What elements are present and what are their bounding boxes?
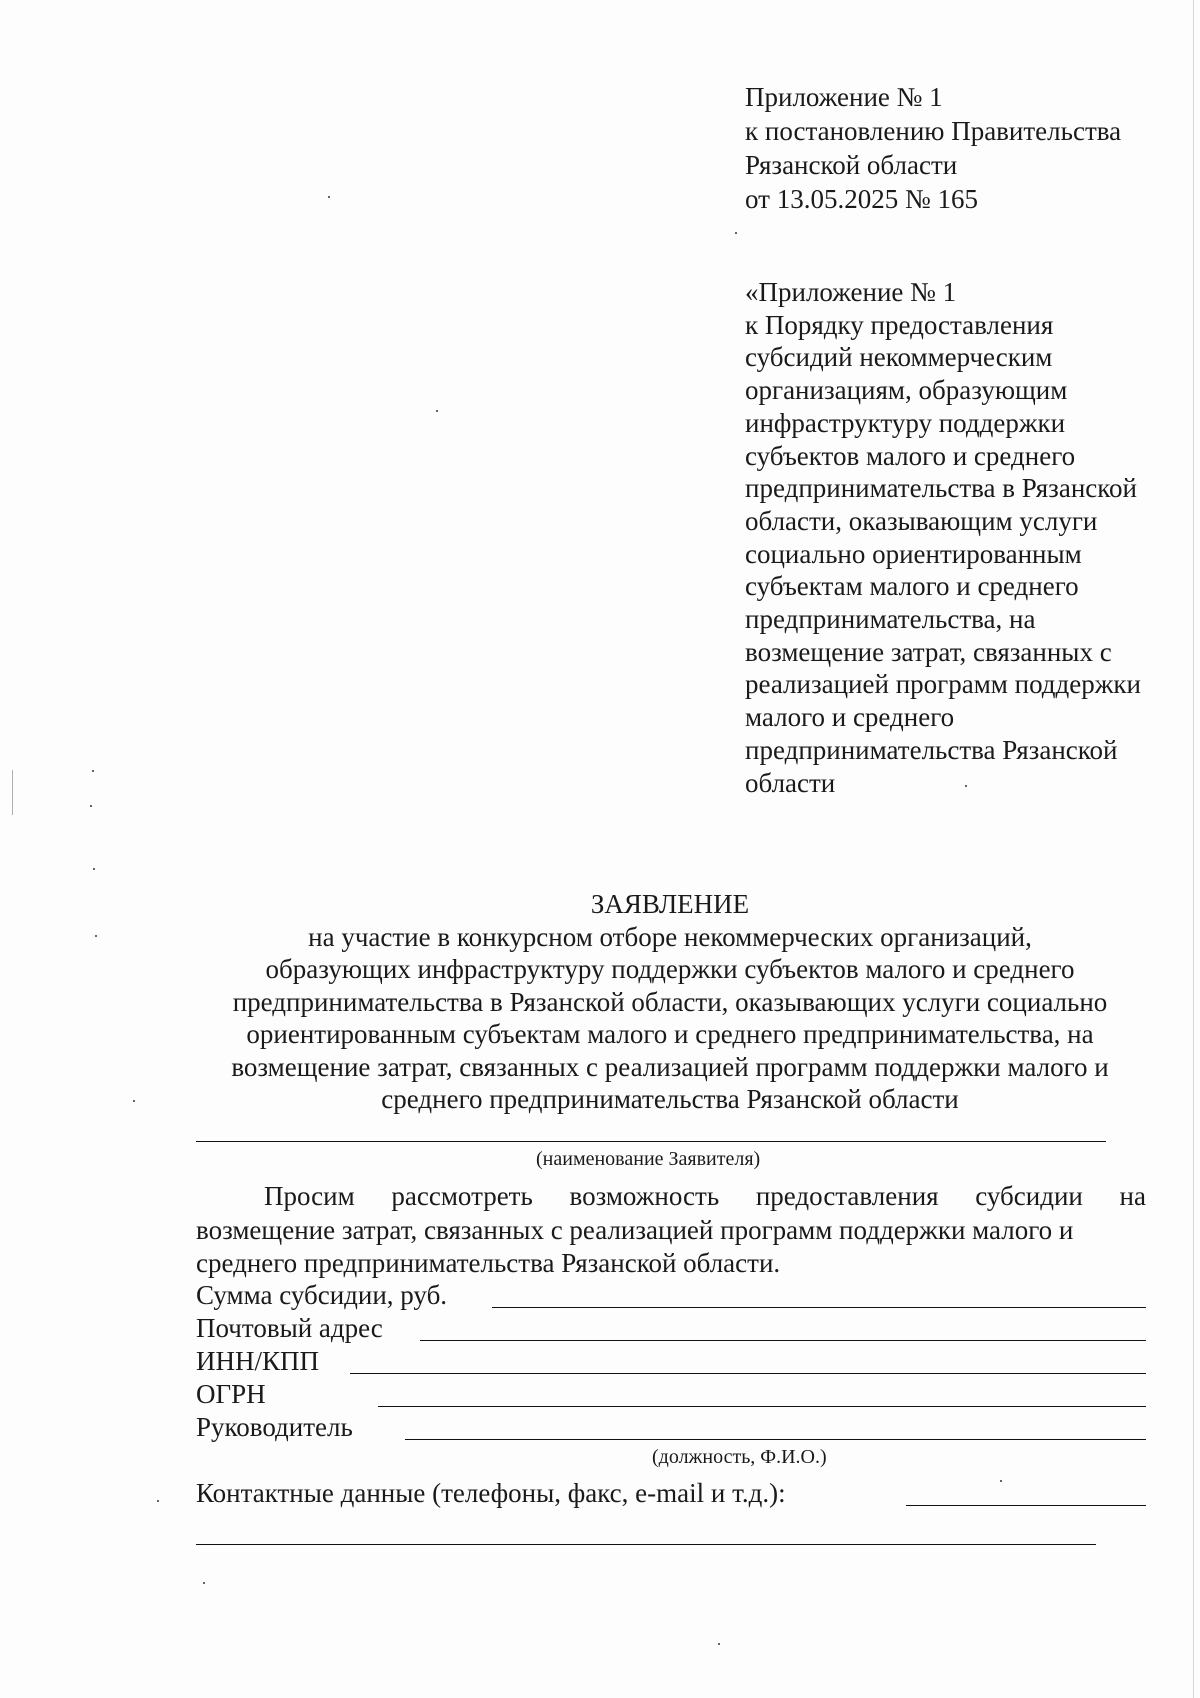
contacts-field[interactable] xyxy=(906,1505,1146,1506)
order-line: социально ориентированным xyxy=(745,538,1082,569)
order-line: к Порядку предоставления xyxy=(745,309,1054,340)
order-line: малого и среднего xyxy=(745,702,955,733)
head-field[interactable] xyxy=(405,1439,1146,1440)
request-line-3: среднего предпринимательства Рязанской области. xyxy=(196,1248,781,1278)
order-line: возмещение затрат, связанных с xyxy=(745,636,1112,667)
order-line: субъектов малого и среднего xyxy=(745,440,1076,471)
statement-subtitle-line: среднего предпринимательства Рязанской области xyxy=(381,1084,959,1114)
scan-speck xyxy=(95,935,97,937)
order-line: предпринимательства Рязанской xyxy=(745,734,1118,765)
scan-speck xyxy=(157,1500,159,1502)
address-field[interactable] xyxy=(420,1340,1146,1341)
appendix-region: Рязанской области xyxy=(745,150,958,180)
order-line: реализацией программ поддержки xyxy=(745,669,1141,700)
address-label: Почтовый адрес xyxy=(196,1313,383,1343)
order-line: инфраструктуру поддержки xyxy=(745,407,1066,438)
request-word: рассмотреть xyxy=(391,1181,533,1211)
scan-speck xyxy=(735,232,737,234)
request-line-2: возмещение затрат, связанных с реализацией программ поддержки малого и xyxy=(196,1214,1074,1245)
request-line-1 xyxy=(196,1180,1146,1214)
inn-label: ИНН/КПП xyxy=(196,1346,320,1376)
scan-speck xyxy=(1000,1480,1002,1482)
scan-speck xyxy=(328,196,330,198)
order-line: субсидий некоммерческим xyxy=(745,342,1053,373)
inn-field[interactable] xyxy=(350,1373,1146,1374)
amount-field[interactable] xyxy=(492,1307,1146,1308)
contacts-label: Контактные данные (телефоны, факс, e-mail и т.д.): xyxy=(196,1478,786,1508)
appendix-date: от 13.05.2025 № 165 xyxy=(745,184,978,214)
contacts-field-continued[interactable] xyxy=(196,1544,1096,1545)
request-paragraph xyxy=(196,1180,1146,1281)
order-line: предпринимательства в Рязанской xyxy=(745,473,1137,504)
scan-speck xyxy=(436,410,438,412)
scan-speck xyxy=(133,1100,135,1102)
order-line: субъектам малого и среднего xyxy=(745,571,1079,602)
request-word: на xyxy=(1119,1181,1146,1211)
scan-speck xyxy=(92,770,94,772)
order-line: организациям, образующим xyxy=(745,375,1068,406)
ogrn-field[interactable] xyxy=(378,1406,1146,1407)
scan-speck xyxy=(93,868,95,870)
appendix-decree: к постановлению Правительства xyxy=(745,116,1122,146)
statement-subtitle-line: возмещение затрат, связанных с реализацией программ поддержки малого и xyxy=(231,1051,1109,1082)
applicant-caption: (наименование Заявителя) xyxy=(536,1148,761,1170)
request-word: Просим xyxy=(264,1181,355,1211)
order-line: области xyxy=(745,767,836,798)
ogrn-label: ОГРН xyxy=(196,1379,266,1409)
statement-subtitle-line: образующих инфраструктуру поддержки субъектов малого и среднего xyxy=(265,954,1075,984)
head-caption: (должность, Ф.И.О.) xyxy=(652,1446,827,1468)
scan-speck xyxy=(203,1582,205,1584)
request-word: возможность xyxy=(569,1181,720,1211)
page-edge xyxy=(1193,0,1194,1698)
order-line: предпринимательства, на xyxy=(745,604,1036,635)
scan-mark xyxy=(12,770,13,815)
statement-title xyxy=(150,888,1190,1116)
statement-subtitle-line: ориентированным субъектам малого и среднего предпринимательства, на xyxy=(246,1019,1094,1049)
request-word: предоставления xyxy=(755,1181,939,1211)
request-word: субсидии xyxy=(975,1181,1083,1211)
amount-label: Сумма субсидии, руб. xyxy=(196,1280,448,1310)
scan-speck xyxy=(718,1643,720,1645)
order-appendix-block xyxy=(745,276,1141,799)
order-line: «Приложение № 1 xyxy=(745,277,957,307)
applicant-name-field[interactable] xyxy=(196,1141,1106,1142)
statement-subtitle-line: предпринимательства в Рязанской области, оказывающих услуги социально xyxy=(232,986,1108,1017)
scan-speck xyxy=(90,805,92,807)
appendix-header xyxy=(745,80,1121,216)
statement-heading: ЗАЯВЛЕНИЕ xyxy=(590,889,750,919)
head-label: Руководитель xyxy=(196,1412,353,1442)
statement-subtitle-line: на участие в конкурсном отборе некоммерческих организаций, xyxy=(308,921,1032,952)
appendix-number: Приложение № 1 xyxy=(745,82,943,112)
order-line: области, оказывающим услуги xyxy=(745,505,1098,536)
